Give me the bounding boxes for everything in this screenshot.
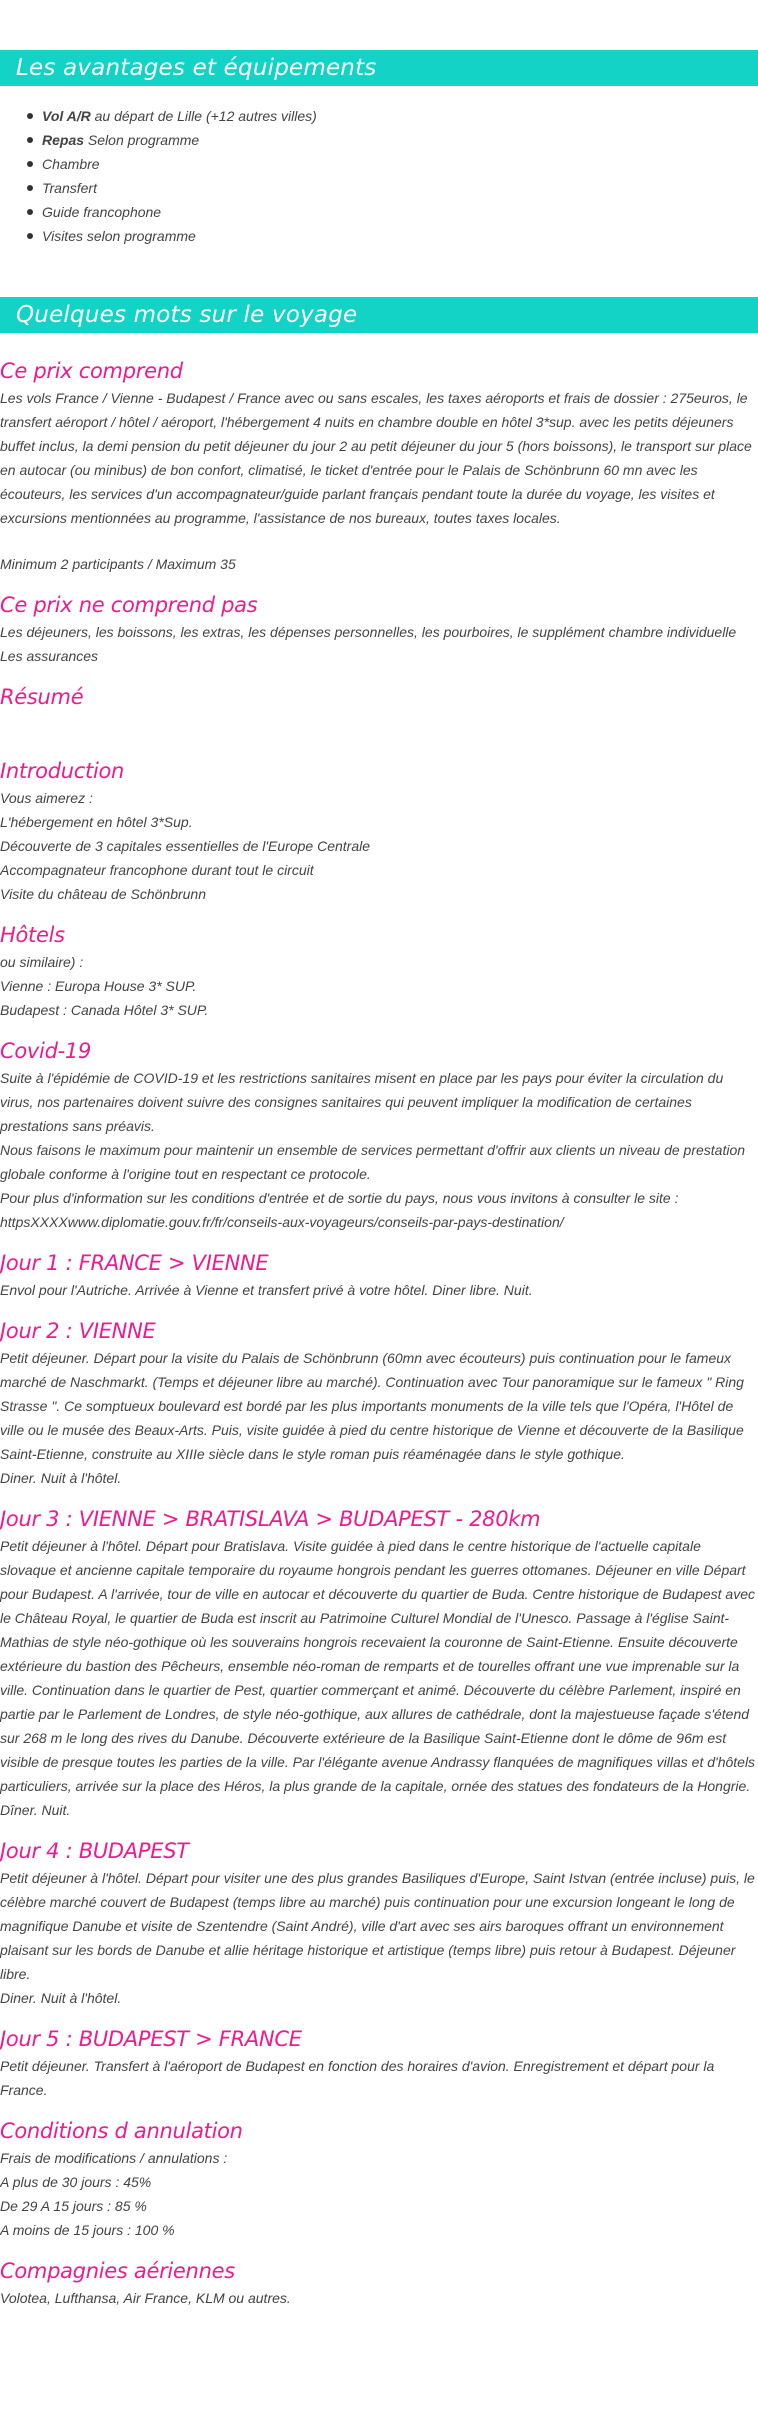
list-item — [18, 200, 317, 224]
item-bold-label: Repas — [42, 132, 85, 148]
compagnies-heading: Compagnies aériennes — [0, 2259, 235, 2283]
item-text: Chambre — [42, 156, 100, 172]
jour5-heading: Jour 5 : BUDAPEST > FRANCE — [0, 2027, 302, 2051]
jour4-text: Diner. Nuit à l'hôtel. — [0, 1990, 122, 2006]
section-banner-avantages: Les avantages et équipements — [0, 50, 758, 86]
prix-ne-comprend-line: Les assurances — [0, 648, 99, 664]
jour2-text: Diner. Nuit à l'hôtel. — [0, 1470, 122, 1486]
jour3-text: Petit déjeuner à l'hôtel. Départ pour Bratislava. Visite guidée à pied dans le centre historique de l'actuelle capitale slovaque et ancienne capitale temporaire du royaume hongrois pendant les guerres ottomanes. Déjeuner en ville Départ pour Budapest. A l'arrivée, tour de ville en autocar et découverte du quartier de Buda. Centre historique de Budapest avec le Château Royal, le quartier de Buda est inscrit au Patrimoine Culturel Mondial de l'Unesco. Passage à l'église Saint-Mathias de style néo-gothique où les souverains hongrois recevaient la couronne de Saint-Etienne. Ensuite découverte extérieure du bastion des Pêcheurs, ensemble néo-roman de remparts et de tourelles offrant une vue imprenable sur la ville. Continuation dans le quartier de Pest, quartier commerçant et animé. Découverte du célèbre Parlement, inspiré en partie par le Parlement de Londres, de style néo-gothique, aux allures de cathédrale, dont la majestueuse façade s'étend sur 268 m le long des rives du Danube. Découverte extérieure de la Basilique Saint-Etienne dont le dôme de 96m est visible de presque toutes les parties de la ville. Par l'élégante avenue Andrassy flanquées de magnifiques villas et d'hôtels particuliers, arrivée sur la place des Héros, la plus grande de la capitale, ornée des statues des fondateurs de la Hongrie. Dîner. Nuit. — [0, 1538, 756, 1818]
avantages-list — [18, 104, 317, 248]
hotels-line: Vienne : Europa House 3* SUP. — [0, 978, 197, 994]
item-text: Visites selon programme — [42, 228, 196, 244]
prix-comprend-text: Les vols France / Vienne - Budapest / France avec ou sans escales, les taxes aéroports et frais de dossier : 275euros, le transfert aéroport / hôtel / aéroport, l'hébergement 4 nuits en chambre double en hôtel 3*sup. avec les petits déjeuners buffet inclus, la demi pension du petit déjeuner du jour 2 au petit déjeuner du jour 5 (hors boissons), le transport sur place en autocar (ou minibus) de bon confort, climatisé, le ticket d'entrée pour le Palais de Schönbrunn 60 mn avec les écouteurs, les services d'un accompagnateur/guide parlant français pendant toute la durée du voyage, les visites et excursions mentionnées au programme, l'assistance de nos bureaux, toutes taxes locales. — [0, 390, 752, 526]
jour2-heading: Jour 2 : VIENNE — [0, 1319, 156, 1343]
resume-heading: Résumé — [0, 685, 84, 709]
annulation-heading: Conditions d annulation — [0, 2119, 243, 2143]
annulation-line: A plus de 30 jours : 45% — [0, 2174, 152, 2190]
jour4-heading: Jour 4 : BUDAPEST — [0, 1839, 189, 1863]
jour3-heading: Jour 3 : VIENNE > BRATISLAVA > BUDAPEST - 280km — [0, 1507, 541, 1531]
jour4-text: Petit déjeuner à l'hôtel. Départ pour visiter une des plus grandes Basiliques d'Europe, Saint Istvan (entrée incluse) puis, le célèbre marché couvert de Budapest (temps libre au marché) puis continuation pour une excursion longeant le long de magnifique Danube et visite de Szentendre (Saint André), ville d'art avec ses airs baroques offrant un environnement plaisant sur les bords de Danube et allie héritage historique et artistique (temps libre) puis retour à Budapest. Déjeuner libre. — [0, 1870, 755, 1982]
item-text: Selon programme — [84, 132, 200, 148]
prix-ne-comprend-line: Les déjeuners, les boissons, les extras, les dépenses personnelles, les pourboires, le supplément chambre individuelle — [0, 624, 737, 640]
introduction-line: Vous aimerez : — [0, 790, 93, 806]
list-item — [18, 152, 317, 176]
jour1-heading: Jour 1 : FRANCE > VIENNE — [0, 1251, 269, 1275]
introduction-heading: Introduction — [0, 759, 125, 783]
section-banner-voyage: Quelques mots sur le voyage — [0, 297, 758, 333]
prix-ne-comprend-heading: Ce prix ne comprend pas — [0, 593, 258, 617]
main-content — [0, 356, 756, 2310]
prix-comprend-heading: Ce prix comprend — [0, 359, 183, 383]
covid-line: Suite à l'épidémie de COVID-19 et les restrictions sanitaires misent en place par les pays pour éviter la circulation du virus, nos partenaires doivent suivre des consignes sanitaires qui peuvent impliquer la modification de certaines prestations sans préavis. — [0, 1070, 724, 1134]
hotels-heading: Hôtels — [0, 923, 65, 947]
item-text: Transfert — [42, 180, 97, 196]
introduction-line: Accompagnateur francophone durant tout le circuit — [0, 862, 314, 878]
annulation-line: De 29 A 15 jours : 85 % — [0, 2198, 147, 2214]
hotels-line: Budapest : Canada Hôtel 3* SUP. — [0, 1002, 209, 1018]
introduction-line: Visite du château de Schönbrunn — [0, 886, 207, 902]
item-text: Guide francophone — [42, 204, 162, 220]
jour2-text: Petit déjeuner. Départ pour la visite du Palais de Schönbrunn (60mn avec écouteurs) puis continuation pour le fameux marché de Naschmarkt. (Temps et déjeuner libre au marché). Continuation avec Tour panoramique sur le fameux " Ring Strasse ". Ce somptueux boulevard est bordé par les plus importants monuments de la ville tels que l'Opéra, l'Hôtel de ville ou le musée des Beaux-Arts. Puis, visite guidée à pied du centre historique de Vienne et découverte de la Basilique Saint-Etienne, construite au XIIIe siècle dans le style roman puis réaménagée dans le style gothique. — [0, 1350, 744, 1462]
jour1-text: Envol pour l'Autriche. Arrivée à Vienne et transfert privé à votre hôtel. Diner libre. Nuit. — [0, 1282, 533, 1298]
list-item — [18, 104, 317, 128]
hotels-line: ou similaire) : — [0, 954, 84, 970]
list-item — [18, 176, 317, 200]
list-item — [18, 128, 317, 152]
annulation-line: A moins de 15 jours : 100 % — [0, 2222, 175, 2238]
list-item — [18, 224, 317, 248]
introduction-line: L'hébergement en hôtel 3*Sup. — [0, 814, 193, 830]
item-text: au départ de Lille (+12 autres villes) — [90, 108, 317, 124]
participants-text: Minimum 2 participants / Maximum 35 — [0, 556, 236, 572]
introduction-line: Découverte de 3 capitales essentielles de l'Europe Centrale — [0, 838, 371, 854]
covid-line: Pour plus d'information sur les conditions d'entrée et de sortie du pays, nous vous invitons à consulter le site : httpsXXXXwww.diplomatie.gouv.fr/fr/conseils-aux-voyageurs/conseils-par-pays-destination/ — [0, 1190, 679, 1230]
covid-line: Nous faisons le maximum pour maintenir un ensemble de services permettant d'offrir aux clients un niveau de prestation globale conforme à l'origine tout en respectant ce protocole. — [0, 1142, 746, 1182]
jour5-text: Petit déjeuner. Transfert à l'aéroport de Budapest en fonction des horaires d'avion. Enregistrement et départ pour la France. — [0, 2058, 715, 2098]
annulation-line: Frais de modifications / annulations : — [0, 2150, 228, 2166]
covid-heading: Covid-19 — [0, 1039, 92, 1063]
item-bold-label: Vol A/R — [42, 108, 91, 124]
compagnies-text: Volotea, Lufthansa, Air France, KLM ou autres. — [0, 2290, 291, 2306]
